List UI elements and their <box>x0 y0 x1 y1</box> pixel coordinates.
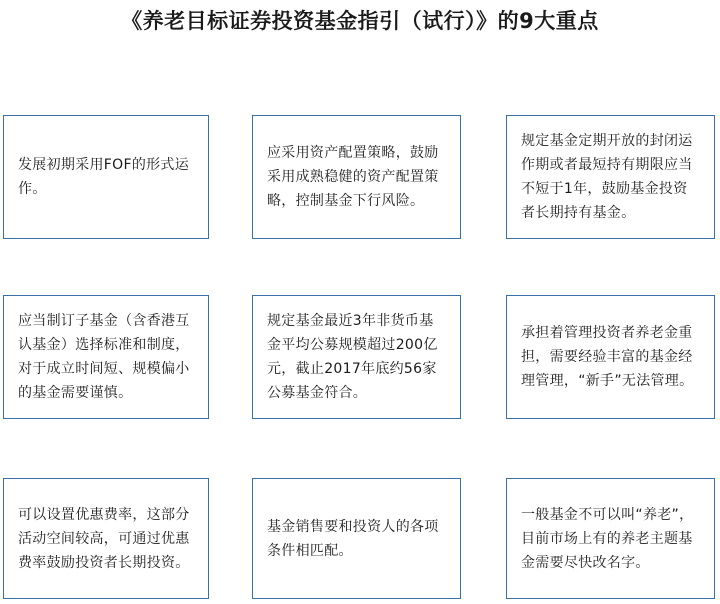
point-text-8: 基金销售要和投资人的各项条件相匹配。 <box>267 518 439 559</box>
point-card-5 <box>252 295 461 419</box>
point-card-2 <box>252 115 461 239</box>
point-card-6 <box>506 295 715 419</box>
point-text-5: 规定基金最近3年非货币基金平均公募规模超过200亿元，截止2017年底约56家公募基金符合。 <box>267 313 438 401</box>
point-text-6: 承担着管理投资者养老金重担，需要经验丰富的基金经理管理，“新手”无法管理。 <box>521 325 694 389</box>
point-card-7 <box>3 478 209 599</box>
point-card-3 <box>506 115 715 239</box>
point-card-4 <box>3 295 209 419</box>
point-card-8 <box>252 478 461 599</box>
point-card-9 <box>506 478 715 599</box>
point-text-7: 可以设置优惠费率，这部分活动空间较高，可通过优惠费率鼓励投资者长期投资。 <box>18 506 190 571</box>
page-title: 《养老目标证券投资基金指引（试行）》的9大重点 <box>121 9 599 33</box>
point-text-9: 一般基金不可以叫“养老”，目前市场上有的养老主题基金需要尽快改名字。 <box>521 506 694 571</box>
point-card-1 <box>3 115 209 239</box>
point-text-3: 规定基金定期开放的封闭运作期或者最短持有期限应当不短于1年，鼓励基金投资者长期持有基金。 <box>521 133 693 221</box>
point-text-4: 应当制订子基金（含香港互认基金）选择标准和制度，对于成立时间短、规模偏小的基金需要谨慎。 <box>18 313 190 401</box>
point-text-1: 发展初期采用FOF的形式运作。 <box>18 157 190 197</box>
point-text-2: 应采用资产配置策略，鼓励采用成熟稳健的资产配置策略，控制基金下行风险。 <box>267 145 439 209</box>
